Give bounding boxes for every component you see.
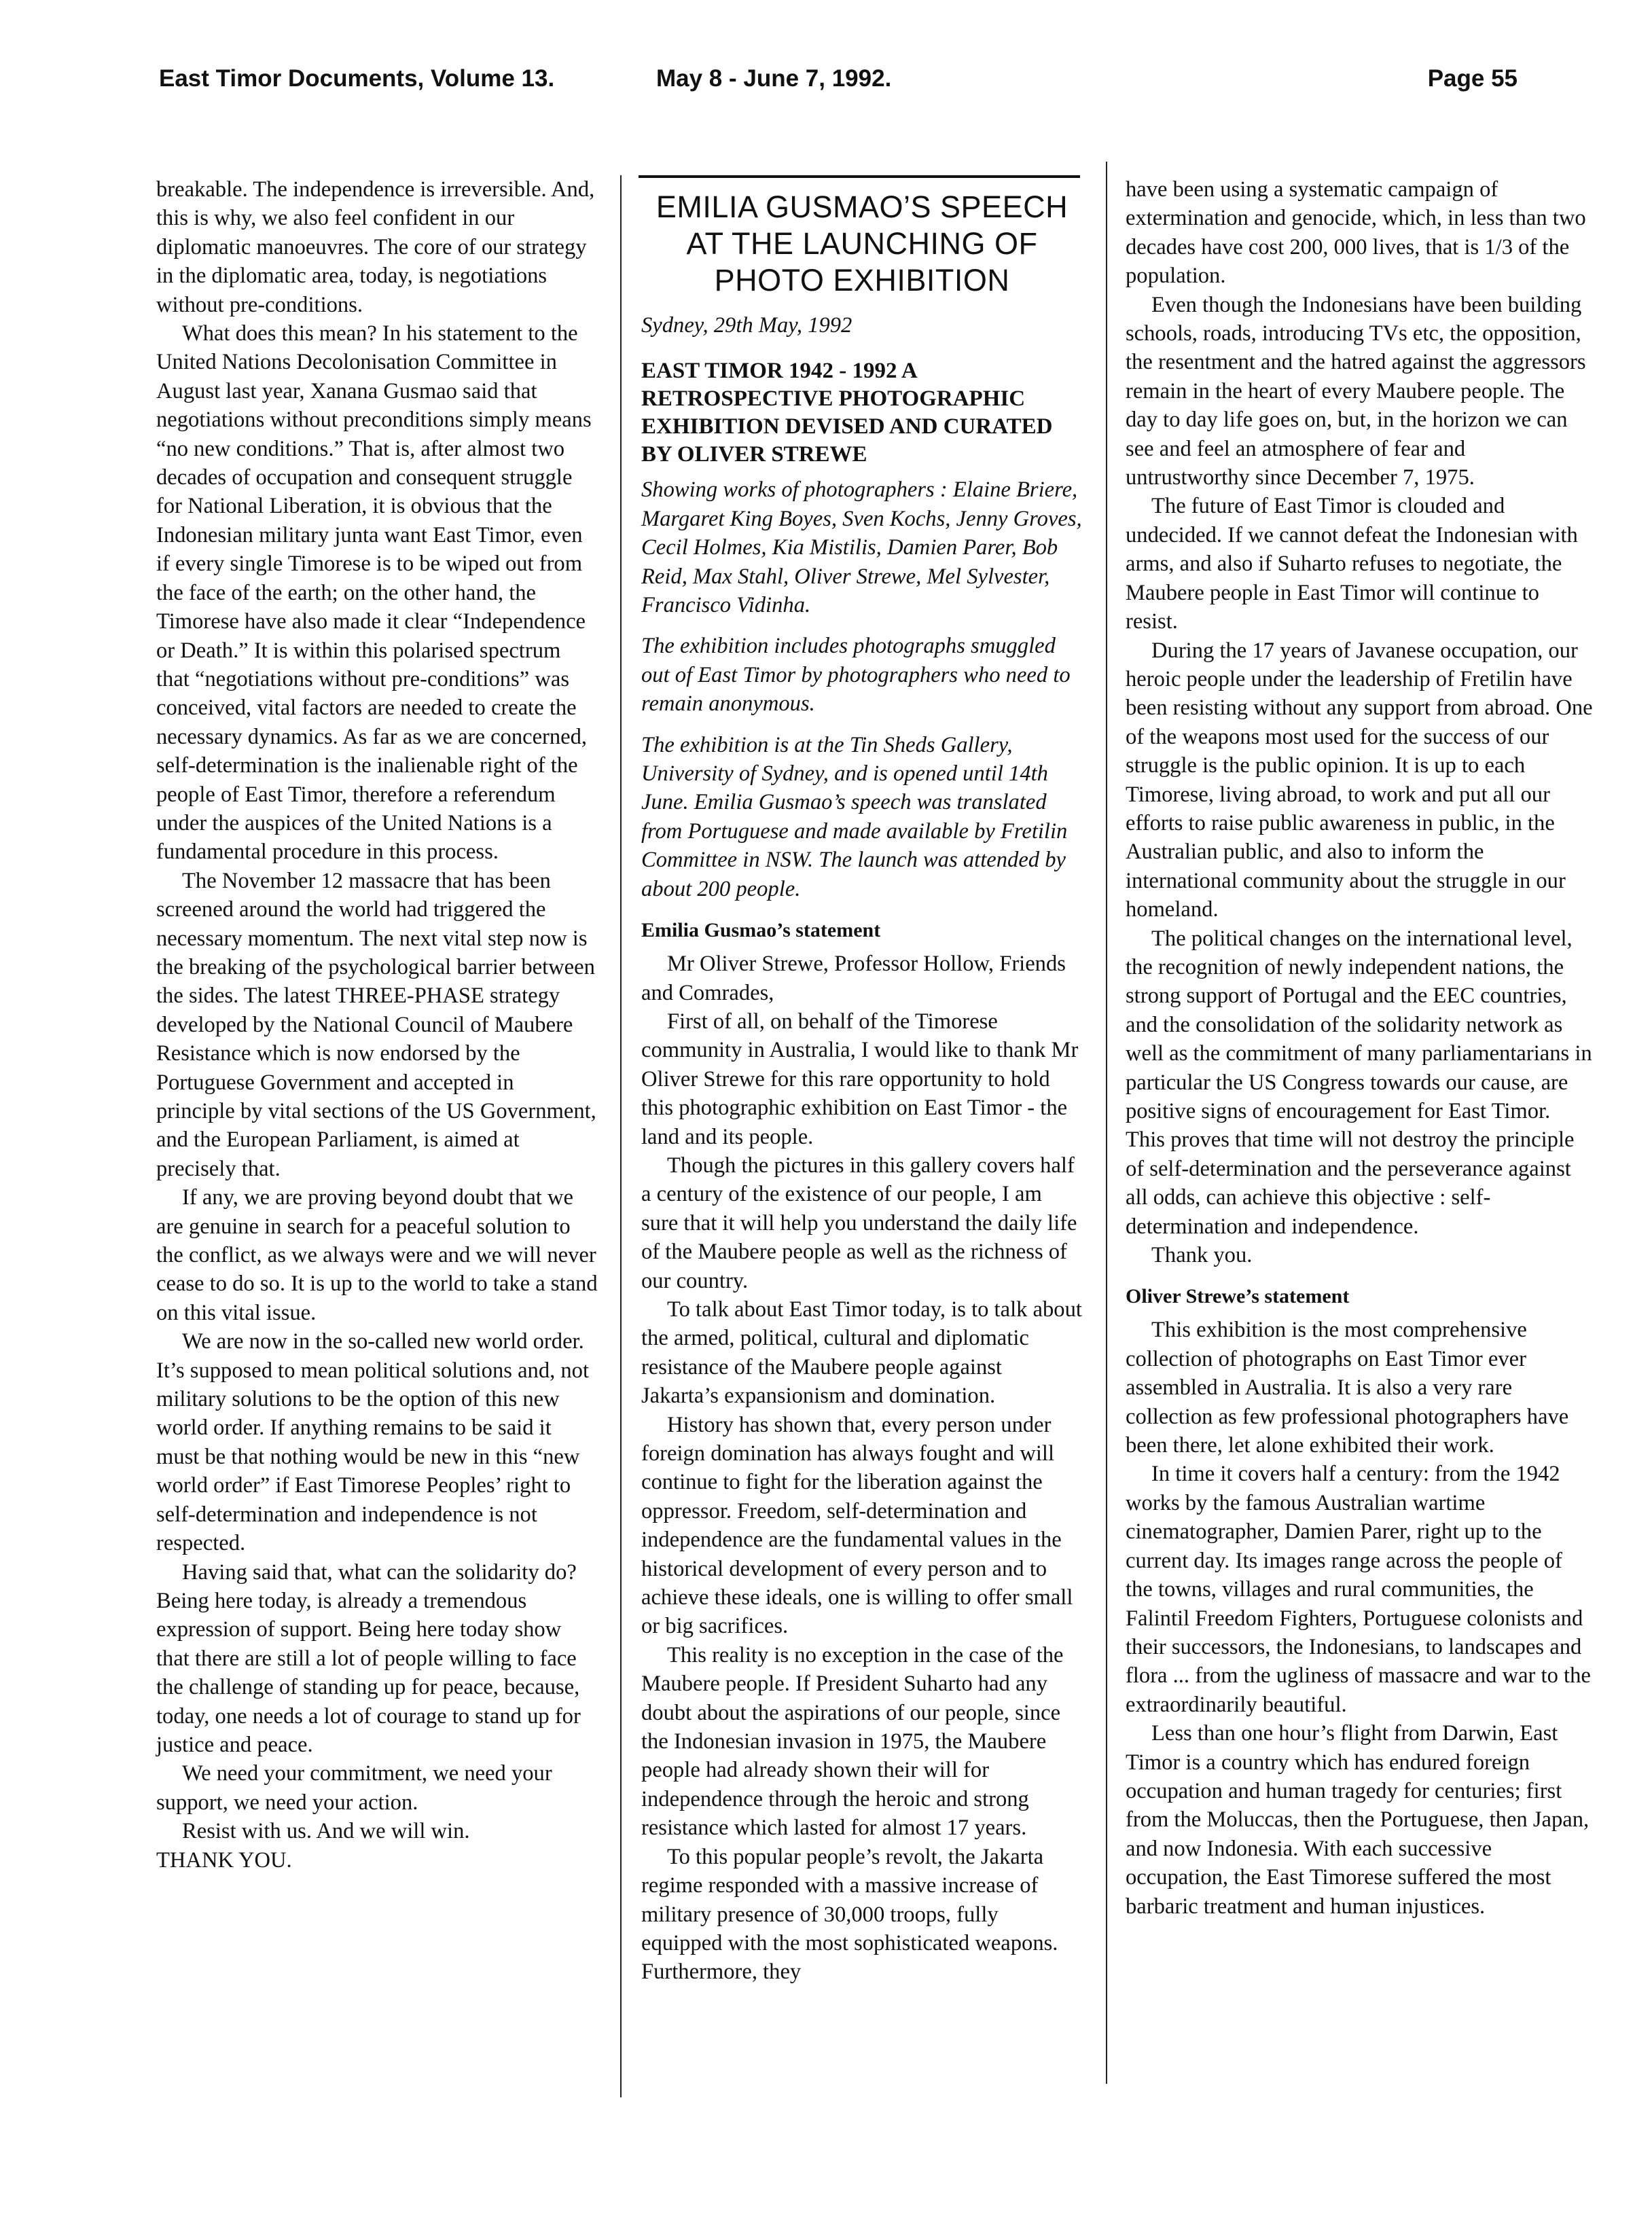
paragraph: History has shown that, every person under foreign domination has always fought and will continue to fight for the liberation against the oppressor. Freedom, self-determination and independence are the fundamental values in the historical development of every person and to achieve these ideals, one is willing to offer small or big sacrifices.	[641, 1412, 1073, 1639]
paragraph: The political changes on the international level, the recognition of newly independent nations, the strong support of Portugal and the EEC countries, and the consolidation of the solidarity network as well as the commitment of many parliamentarians in particular the US Congress towards our cause, are positive signs of encouragement for East Timor. This proves that time will not destroy the principle of self-determination and the perseverance against all odds, can achieve this objective : self-determination and independence.	[1126, 926, 1592, 1239]
italic-note: The exhibition includes photographs smuggled out of East Timor by photographers who need to remain anonymous.	[641, 634, 1071, 717]
page-header	[159, 65, 1518, 106]
paragraph: have been using a systematic campaign of extermination and genocide, which, in less than two decades have cost 200, 000 lives, that is 1/3 of the population.	[1126, 177, 1586, 289]
article-dateline: Sydney, 29th May, 1992	[641, 313, 852, 338]
column-2	[641, 175, 1083, 1987]
paragraph: This exhibition is the most comprehensive collection of photographs on East Timor ever assembled in Australia. It is also a very rare collection as few professional photographers have been there, let alone exhibited their work.	[1126, 1318, 1569, 1458]
paragraph: Though the pictures in this gallery covers half a century of the existence of our people, I am sure that it will help you understand the daily life of the Maubere people as well as the richness of our country.	[641, 1153, 1077, 1293]
column-divider-2	[1106, 162, 1107, 2084]
paragraph: Even though the Indonesians have been building schools, roads, introducing TVs etc, the opposition, the resentment and the hatred against the aggressors remain in the heart of every Maubere people. The day to day life goes on, but, in the horizon we can see and feel an atmosphere of fear and untrustworthy since December 7, 1975.	[1126, 292, 1586, 490]
paragraph: breakable. The independence is irreversible. And, this is why, we also feel confident in our diplomatic manoeuvres. The core of our strategy in the diplomatic area, today, is negotiations without pre-conditions.	[156, 177, 595, 317]
section-heading: Emilia Gusmao’s statement	[641, 919, 881, 942]
italic-note: Showing works of photographers : Elaine Briere, Margaret King Boyes, Sven Kochs, Jenny Groves, Cecil Holmes, Kia Mistilis, Damien Parer, Bob Reid, Max Stahl, Oliver Strewe, Mel Sylvester, Francisco Vidinha.	[641, 477, 1082, 618]
issue-date: May 8 - June 7, 1992.	[656, 65, 892, 92]
exhibition-subtitle: EAST TIMOR 1942 - 1992 A RETROSPECTIVE PHOTOGRAPHIC EXHIBITION DEVISED AND CURATED BY OLIVER STREWE	[641, 359, 1053, 467]
paragraph: We need your commitment, we need your support, we need your action.	[156, 1761, 552, 1815]
paragraph: THANK YOU.	[156, 1847, 292, 1873]
section-heading: Oliver Strewe’s statement	[1126, 1285, 1350, 1308]
paragraph: What does this mean? In his statement to the United Nations Decolonisation Committee in August last year, Xanana Gusmao said that negotiations without preconditions simply means “no new conditions.” That is, after almost two decades of occupation and consequent struggle for National Liberation, it is obvious that the Indonesian military junta want East Timor, even if every single Timorese is to be wiped out from the face of the earth; on the other hand, the Timorese have also made it clear “Independence or Death.” It is within this polarised spectrum that “negotiations without pre-conditions” was conceived, vital factors are needed to create the necessary dynamics. As far as we are concerned, self-determination is the inalienable right of the people of East Timor, therefore a referendum under the auspices of the United Nations is a fundamental procedure in this process.	[156, 321, 592, 865]
column-1	[156, 175, 598, 1875]
paragraph: If any, we are proving beyond doubt that we are genuine in search for a peaceful solution to the conflict, as we always were and we will never cease to do so. It is up to the world to take a stand on this vital issue.	[156, 1185, 598, 1325]
publication-title: East Timor Documents, Volume 13.	[159, 65, 555, 92]
paragraph: To this popular people’s revolt, the Jakarta regime responded with a massive increase of military presence of 30,000 troops, fully equipped with the most sophisticated weapons. Furthermore, they	[641, 1844, 1058, 1985]
column-divider-1	[620, 175, 622, 2097]
paragraph: First of all, on behalf of the Timorese community in Australia, I would like to thank Mr Oliver Strewe for this rare opportunity to hold this photographic exhibition on East Timor - the land and its people.	[641, 1009, 1079, 1149]
paragraph: This reality is no exception in the case of the Maubere people. If President Suharto had any doubt about the aspirations of our people, since the Indonesian invasion in 1975, the Maubere people had already shown their will for independence through the heroic and strong resistance which lasted for almost 17 years.	[641, 1642, 1064, 1841]
page-number: Page 55	[1427, 65, 1518, 92]
italic-note: The exhibition is at the Tin Sheds Gallery, University of Sydney, and is opened until 14th June. Emilia Gusmao’s speech was translated from Portuguese and made available by Fretilin Committee in NSW. The launch was attended by about 200 people.	[641, 732, 1068, 901]
article-title: EMILIA GUSMAO’S SPEECH AT THE LAUNCHING OF PHOTO EXHIBITION	[656, 189, 1069, 297]
paragraph: To talk about East Timor today, is to talk about the armed, political, cultural and diplomatic resistance of the Maubere people against Jakarta’s expansionism and domination.	[641, 1297, 1082, 1409]
paragraph: Having said that, what can the solidarity do? Being here today, is already a tremendous expression of support. Being here today show that there are still a lot of people willing to face the challenge of standing up for peace, because, today, one needs a lot of courage to stand up for justice and peace.	[156, 1559, 581, 1757]
paragraph: Resist with us. And we will win.	[182, 1819, 470, 1844]
paragraph: The future of East Timor is clouded and undecided. If we cannot defeat the Indonesian with arms, and also if Suharto refuses to negotiate, the Maubere people in East Timor will continue to resist.	[1126, 494, 1578, 634]
paragraph: Thank you.	[1151, 1243, 1253, 1268]
paragraph: The November 12 massacre that has been screened around the world had triggered the necessary momentum. The next vital step now is the breaking of the psychological barrier between the sides. The latest THREE-PHASE strategy developed by the National Council of Maubere Resistance which is now endorsed by the Portuguese Government and accepted in principle by vital sections of the US Government, and the European Parliament, is aimed at precisely that.	[156, 868, 596, 1181]
column-3	[1126, 175, 1594, 1921]
paragraph: In time it covers half a century: from the 1942 works by the famous Australian wartime cinematographer, Damien Parer, right up to the current day. Its images range across the people of the towns, villages and rural communities, the Falintil Freedom Fighters, Portuguese colonists and their successors, the Indonesians, to landscapes and flora ... from the ugliness of massacre and war to the extraordinarily beautiful.	[1126, 1462, 1591, 1717]
paragraph: Less than one hour’s flight from Darwin, East Timor is a country which has endured foreign occupation and human tragedy for centuries; first from the Moluccas, then the Portuguese, then Japan, and now Indonesia. With each successive occupation, the East Timorese suffered the most barbaric treatment and human injustices.	[1126, 1721, 1590, 1919]
paragraph: During the 17 years of Javanese occupation, our heroic people under the leadership of Fretilin have been resisting without any support from abroad. One of the weapons most used for the success of our struggle is the public opinion. It is up to each Timorese, living abroad, to work and put all our efforts to raise public awareness in public, in the Australian public, and also to inform the international community about the struggle in our homeland.	[1126, 638, 1593, 922]
paragraph: Mr Oliver Strewe, Professor Hollow, Friends and Comrades,	[641, 952, 1066, 1005]
paragraph: We are now in the so-called new world order. It’s supposed to mean political solutions and, not military solutions to be the option of this new world order. If anything remains to be said it must be that nothing would be new in this “new world order” if East Timorese Peoples’ right to self-determination and independence is not respected.	[156, 1329, 590, 1556]
